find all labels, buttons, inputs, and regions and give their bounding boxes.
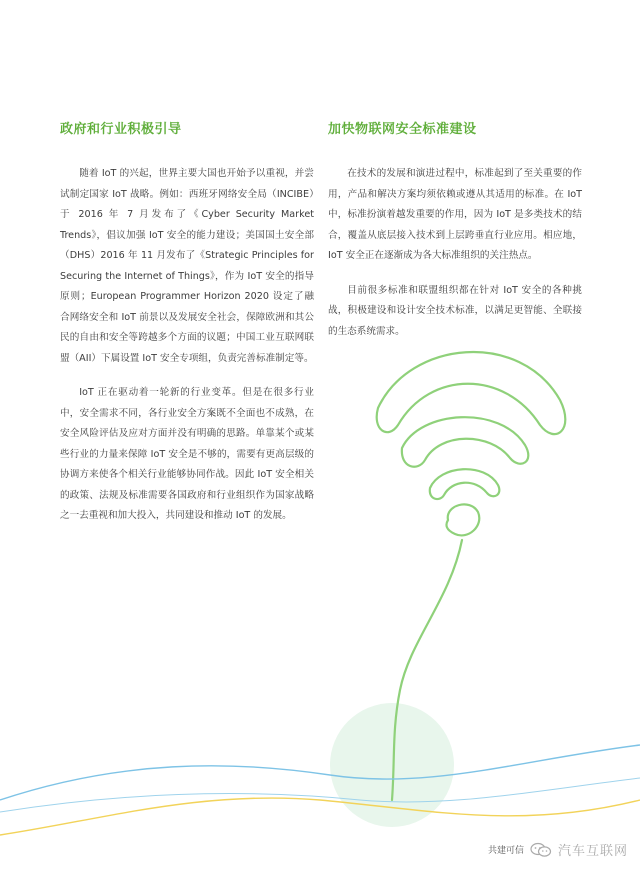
right-paragraph-2: 目前很多标准和联盟组织都在针对 IoT 安全的各种挑战，积极建设和设计安全技术标准，以满足更智能、全联接的生态系统需求。: [328, 284, 582, 337]
right-column: [328, 118, 582, 356]
left-paragraph-2: IoT 正在驱动着一轮新的行业变革。但是在很多行业中，安全需求不同，各行业安全方案既不全面也不成熟，在安全风险评估及应对方面并没有明确的思路。单靠某个或某些行业的力量来保障 IoT 安全是不够的，需要有更高层级的协调方来使各个相关行业能够协同作战。因此 IoT 安全相关的政策、法规及标准需要各国政府和行业组织作为国家战略之一去重视和加大投入，共同建设和推动 IoT 的发展。: [60, 387, 314, 521]
wave-yellow: [0, 798, 640, 835]
right-paragraph-1: 在技术的发展和演进过程中，标准起到了至关重要的作用，产品和解决方案均须依赖或遵从其适用的标准。在 IoT 中，标准扮演着越发重要的作用，因为 IoT 是多类技术的结合，覆盖从底层接入技术到上层跨垂直行业应用。相应地，IoT 安全正在逐渐成为各大标准组织的关注热点。: [328, 168, 582, 261]
footer-text: 共建可信: [487, 846, 524, 856]
decor-circle: [330, 703, 454, 827]
wechat-icon: [530, 842, 552, 858]
left-column: [60, 118, 314, 541]
left-heading: 政府和行业积极引导: [60, 122, 182, 137]
wave-blue: [0, 745, 640, 800]
footer: [488, 840, 628, 859]
left-paragraph-1: 随着 IoT 的兴起，世界主要大国也开始予以重视，并尝试制定国家 IoT 战略。例如：西班牙网络安全局（INCIBE）于 2016 年 7 月发布了《Cyber Security Market Trends》，倡议加强 IoT 安全的能力建设；美国国土安全部（DHS）2016 年 11 月发布了《Strategic Principles for Securing the Internet of Things》，作为 IoT 安全的指导原则；European Programmer Horizon 2020 设定了融合网络安全和 IoT 前景以及发展安全社会，保障欧洲和其公民的自由和安全等跨越多个方面的议题；中国工业互联网联盟（AII）下属设置 IoT 安全专项组，负责完善标准制定等。: [60, 168, 314, 364]
right-heading: 加快物联网安全标准建设: [328, 122, 477, 137]
watermark-text: 汽车互联网: [557, 844, 628, 859]
wave-blue-2: [0, 778, 640, 812]
